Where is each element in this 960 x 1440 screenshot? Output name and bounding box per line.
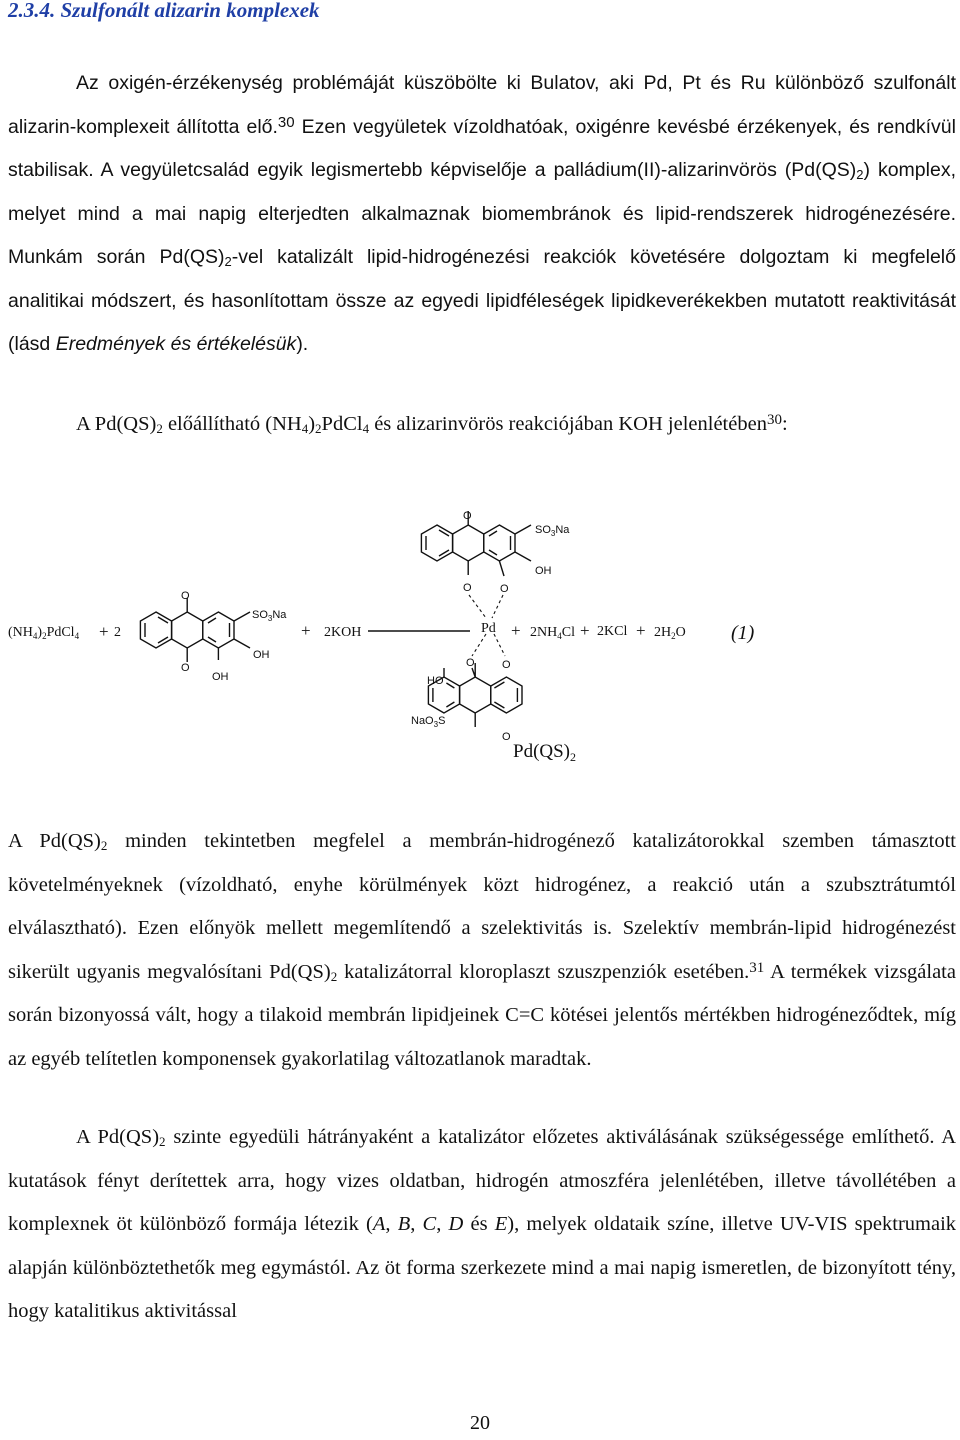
form-e: E (494, 1213, 508, 1235)
p2-sub-a: 2 (156, 421, 163, 436)
form-d: D (448, 1213, 464, 1235)
alizarin-reactant (140, 590, 287, 683)
page-number: 20 (470, 1412, 490, 1434)
p2-c: ) (308, 413, 316, 435)
p1-s4: Munkám során Pd(QS) (8, 246, 225, 268)
oxo-label: O (463, 582, 472, 594)
p3-a: A Pd(QS) (8, 830, 101, 852)
p1-sub2: 2 (224, 254, 232, 269)
oxo-label: O (500, 583, 509, 595)
palladium-center: Pd (481, 621, 496, 636)
oxo-label: O (502, 659, 511, 671)
p1-s1: Az oxigén-érzékenység problémáját küszöbölte ki Bulatov, aki Pd, Pt és Ru különböző szulfonált alizarin-komplexeit állította elő. (8, 72, 956, 138)
p2-ref: 30 (766, 412, 782, 428)
p3-d: A termékek vizsgálata során bizonyossá vált, hogy a tilakoid membrán lipidjeinek C=C kötései jelentős mértékben hidrogéneződtek, míg az egyéb telítetlen komponensek gyakorlatilag változatlanok maradtak. (8, 960, 956, 1070)
oxo-label: O (463, 510, 472, 522)
sulfonate-label: $SO_3Na$ (535, 524, 570, 538)
section-heading: 2.3.4. Szulfonált alizarin komplexek (8, 0, 320, 22)
sep: , (385, 1213, 398, 1235)
coefficient: 2 (114, 625, 121, 640)
paragraph-1 (8, 62, 956, 367)
p4-b: szinte egyedüli hátrányaként a katalizátor előzetes aktiválásának szükségessége említhető. A kutatások fényt derítettek arra, hogy vizes oldatban, hidrogén atmoszféra jelenlétében, illetve távollétében a komplexnek öt különböző formája létezik ( (8, 1126, 957, 1235)
p2-a: A Pd(QS) (76, 413, 157, 435)
p1-s2: Ezen vegyületek vízoldhatóak, oxigénre kevésbé érzékenyek, és rendkívül stabilisak. A vegyületcsalád egyik legismertebb képviselője a palládium(II)-alizarinvörös (Pd(QS) (8, 115, 956, 181)
p4-d: ), melyek oldataik színe, illetve UV-VIS spektrumaik alapján különböztethetők meg egymástól. Az öt forma szerkezete mind a mai napig ismeretlen, de bizonyított tény, hogy katalitikus aktivitással (8, 1213, 957, 1322)
oxo-label: O (181, 662, 190, 674)
p1-sub1: 2 (856, 167, 864, 182)
p2-b: előállítható (NH (162, 413, 302, 435)
hydroxy-label: OH (253, 649, 270, 661)
p3-ref: 31 (749, 959, 765, 976)
reactant-ammonium-tetrachloropalladate: $(NH_4)_2PdCl_4$ (8, 625, 80, 641)
p1-s5: -vel katalizált lipid-hidrogénezési reakciók követésére dolgoztam ki megfelelő analitikai módszert, és hasonlítottam össze az egyedi lipidféleségek lipidkeverékekben mutatott reaktivitását (lásd (8, 246, 956, 355)
form-a: A (372, 1213, 386, 1235)
product-potassium-chloride: 2KCl (597, 624, 628, 639)
equation-number: (1) (731, 622, 755, 644)
oxo-label: O (502, 731, 511, 743)
oxo-label: O (181, 590, 190, 602)
paragraph-3 (8, 820, 956, 1081)
p2-d: PdCl (321, 413, 363, 435)
plus-sign: + (511, 621, 521, 640)
sep: , (410, 1213, 423, 1235)
p2-sub-b: 4 (301, 421, 309, 436)
p2-e: és alizarinvörös reakciójában KOH jelenlétében (369, 413, 767, 435)
form-c: C (422, 1213, 437, 1235)
form-b: B (397, 1213, 411, 1235)
p1-emphasis: Eredmények és értékelésük (55, 333, 297, 355)
p2-sub-c: 2 (315, 421, 322, 436)
oxo-label: O (466, 657, 475, 669)
p1-s3: ) komplex, melyet mind a mai napig elterjedten alkalmaznak biomembránok és lipid-rendszerek hidrogénezésére. (8, 159, 956, 225)
p2-sub-d: 4 (362, 421, 370, 436)
product-ammonium-chloride: $2NH_4Cl$ (530, 625, 575, 641)
complex-bottom-ligand (411, 657, 522, 743)
product-label: $Pd(QS)_2$ (513, 741, 577, 764)
p4-sub-a: 2 (159, 1134, 166, 1149)
p3-c: katalizátorral kloroplaszt szuszpenziók esetében. (337, 960, 750, 983)
sep: és (463, 1213, 495, 1235)
p3-b: minden tekintetben megfelel a membrán-hidrogénező katalizátorokkal szemben támasztott követelményeknek (vízoldható, enyhe körülmények közt hidrogénez, a reakció után a szubsztrátumtól elválasztható). Ezen előnyök mellett megemlítendő a szelektivitás is. Szelektív membrán-lipid hidrogénezést sikerült ugyanis megvalósítani Pd(QS) (8, 830, 956, 983)
reaction-scheme (0, 492, 960, 782)
p3-sub-b: 2 (330, 968, 338, 984)
plus-sign: + (99, 622, 109, 641)
sep: , (436, 1213, 449, 1235)
p1-ref: 30 (277, 113, 295, 131)
p3-sub-a: 2 (100, 838, 108, 853)
p2-f: : (781, 413, 788, 435)
plus-sign: + (636, 621, 646, 640)
hydroxy-label: HO (427, 675, 444, 687)
sulfonate-label: NaO$_3$S (411, 715, 446, 729)
plus-sign: + (580, 621, 590, 640)
p1-s6: ). (296, 333, 309, 355)
hydroxy-label: OH (535, 565, 552, 577)
sulfonate-label: $SO_3Na$ (252, 609, 287, 623)
plus-sign: + (301, 621, 311, 640)
product-water: $2H_2O$ (654, 625, 686, 641)
paragraph-4 (8, 1116, 956, 1334)
hydroxy-label: OH (212, 671, 229, 683)
paragraph-2 (8, 403, 956, 447)
p4-a: A Pd(QS) (76, 1126, 160, 1148)
complex-top-ligand (421, 510, 570, 595)
reactant-koh: 2KOH (324, 625, 362, 640)
